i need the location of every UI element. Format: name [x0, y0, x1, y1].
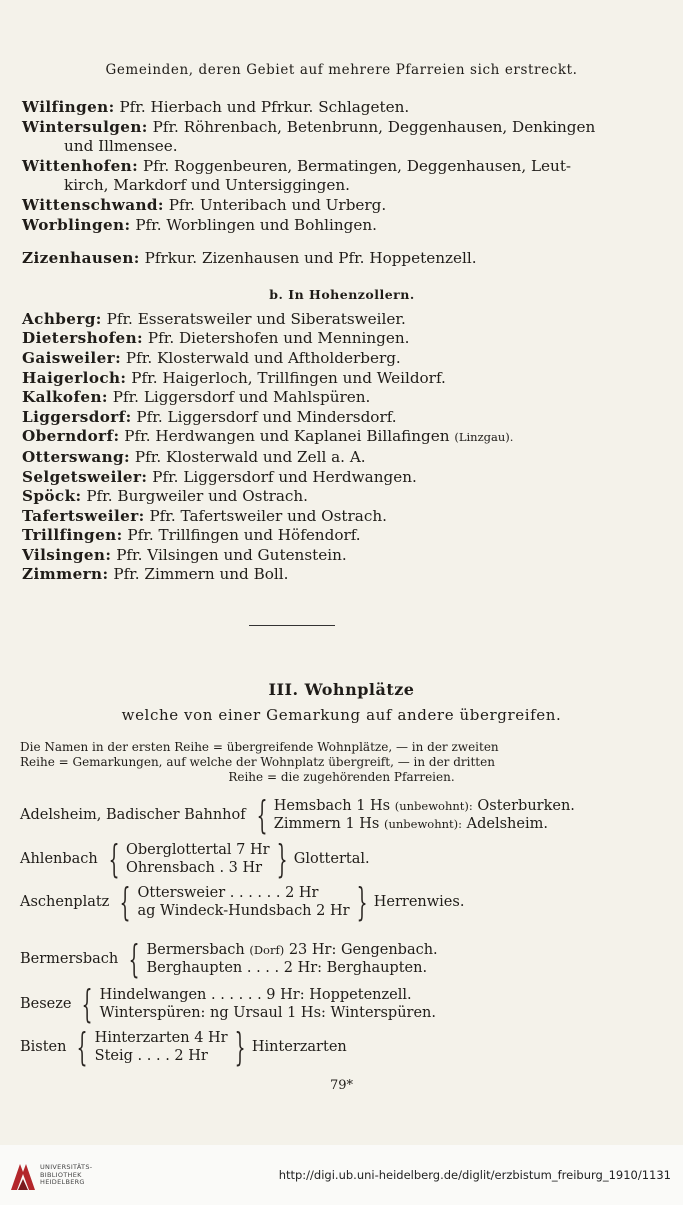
region-note: (Linzgau).	[454, 430, 514, 445]
place-name: Haigerloch:	[22, 368, 127, 387]
place-name: Vilsingen:	[22, 545, 112, 564]
place-name: Dietershofen:	[22, 329, 144, 348]
group-row	[100, 986, 436, 1004]
entry-line	[22, 349, 662, 369]
brace-icon: {	[119, 880, 131, 924]
entries-hohenzollern	[22, 310, 662, 585]
library-name	[40, 1164, 92, 1187]
note-line: Die Namen in der ersten Reihe = übergreifende Wohnplätze, — in der zweiten	[20, 740, 499, 754]
group-adelsheim	[20, 793, 575, 837]
parish-name: Berghaupten.	[326, 960, 428, 976]
place-label: Aschenplatz	[20, 894, 110, 910]
entry-line	[22, 98, 662, 118]
place-name: Achberg:	[22, 309, 102, 328]
place-name: Zizenhausen:	[22, 249, 140, 268]
brace-icon: {	[128, 937, 140, 981]
note-line: Reihe = Gemarkungen, auf welche der Wohnplatz übergreift, — in der dritten	[20, 755, 495, 769]
parish-name: Glottertal.	[293, 851, 370, 867]
entries-list	[22, 98, 662, 585]
library-line: HEIDELBERG	[40, 1178, 85, 1186]
parish-name: Hinterzarten	[251, 1039, 347, 1055]
parish-text: Pfr. Worblingen und Bohlingen.	[135, 215, 377, 234]
entry-line	[22, 329, 662, 349]
parish-text: Pfr. Vilsingen und Gutenstein.	[116, 545, 347, 564]
brace-icon: {	[82, 982, 94, 1026]
entry-line	[22, 310, 662, 330]
entry-line	[22, 216, 662, 236]
place-count: Hindelwangen . . . . . . 9 Hr:	[99, 987, 305, 1003]
place-name: Tafertsweiler:	[22, 506, 145, 525]
parish-text: Pfr. Haigerloch, Trillfingen und Weildorf.	[131, 368, 446, 387]
status-note: (unbewohnt):	[394, 799, 473, 813]
place-name: Worblingen:	[22, 215, 131, 234]
parish-name: Herrenwies.	[373, 894, 465, 910]
entries-baden	[22, 98, 662, 269]
library-logo-icon	[8, 1162, 38, 1192]
page-number: 79*	[329, 1078, 354, 1093]
place-name: Otterswang:	[22, 447, 131, 466]
group-aschenplatz	[20, 880, 465, 924]
place-label: Bisten	[20, 1039, 67, 1055]
house-count: 2 Hr:	[283, 960, 323, 976]
place-label: Beseze	[20, 996, 72, 1012]
group-bisten	[20, 1025, 347, 1069]
section-note	[20, 740, 663, 785]
entry-line	[22, 427, 662, 448]
group-rows	[146, 941, 437, 977]
place-label: Adelsheim, Badischer Bahnhof	[20, 807, 246, 823]
status-note: (unbewohnt):	[383, 817, 463, 831]
group-row: ag Windeck-Hundsbach 2 Hr	[137, 903, 350, 919]
place-name: Wilfingen:	[22, 98, 115, 116]
brace-icon: {	[256, 793, 268, 837]
group-row	[274, 815, 575, 833]
group-rows	[95, 1029, 228, 1065]
group-beseze	[20, 982, 437, 1026]
entry-line	[22, 526, 662, 546]
brace-right-icon: }	[276, 837, 288, 881]
place-count: Zimmern 1 Hs	[273, 816, 380, 832]
entry-line	[22, 118, 662, 138]
place-name: Zimmern:	[22, 565, 109, 584]
subsection-heading: b. In Hohenzollern.	[269, 286, 415, 302]
entry-line	[22, 487, 662, 507]
group-row	[100, 1004, 436, 1022]
entry-line	[22, 369, 662, 389]
brace-right-icon: }	[356, 880, 368, 924]
place-name: Spöck:	[22, 487, 82, 506]
entry-line	[22, 448, 662, 468]
place-name: Wittenhofen:	[22, 156, 139, 175]
brace-right-icon: }	[234, 1025, 246, 1069]
source-url-link[interactable]: http://digi.ub.uni-heidelberg.de/diglit/erzbistum_freiburg_1910/1131	[278, 1168, 671, 1182]
parish-text: Pfr. Dietershofen und Menningen.	[147, 329, 410, 348]
brace-icon: {	[108, 837, 120, 881]
parish-text: Pfr. Zimmern und Boll.	[113, 565, 289, 584]
entry-line	[22, 408, 662, 428]
group-row: Oberglottertal 7 Hr	[125, 842, 270, 858]
entry-line	[22, 249, 662, 269]
parish-text: Pfr. Trillfingen und Höfendorf.	[127, 526, 361, 545]
place-count: Winterspüren: ng Ursaul 1 Hs:	[99, 1005, 326, 1021]
library-line: BIBLIOTHEK	[40, 1170, 82, 1179]
parish-text: Pfr. Tafertsweiler und Ostrach.	[149, 506, 387, 525]
entry-line	[22, 196, 662, 216]
entry-line	[22, 157, 662, 177]
group-row: Steig . . . . 2 Hr	[94, 1048, 208, 1064]
group-row: Hinterzarten 4 Hr	[94, 1030, 228, 1046]
place-name: Berghaupten . . . .	[146, 960, 280, 976]
parish-text: Pfr. Unteribach und Urberg.	[168, 195, 387, 214]
place-name: Wittenschwand:	[22, 195, 164, 214]
parish-text: Pfr. Liggersdorf und Mindersdorf.	[136, 407, 397, 426]
group-rows	[100, 986, 436, 1022]
entry-line	[22, 176, 662, 196]
place-name: Kalkofen:	[22, 388, 108, 407]
place-name: Bermersbach	[146, 942, 245, 958]
place-name: Oberndorf:	[22, 427, 120, 446]
page-header: Gemeinden, deren Gebiet auf mehrere Pfarreien sich erstreckt.	[105, 62, 578, 78]
parish-text: Pfr. Herdwangen und Kaplanei Billafingen	[124, 427, 450, 446]
section-divider	[249, 625, 335, 626]
group-rows	[126, 841, 270, 877]
parish-text: Pfr. Liggersdorf und Mahlspüren.	[112, 388, 371, 407]
group-row: Ohrensbach . 3 Hr	[125, 860, 263, 876]
place-label: Ahlenbach	[20, 851, 98, 867]
place-name: Liggersdorf:	[22, 407, 132, 426]
group-bermersbach	[20, 937, 438, 981]
parish-text: Pfr. Klosterwald und Aftholderberg.	[125, 348, 401, 367]
parish-text: Pfr. Klosterwald und Zell a. A.	[134, 447, 366, 466]
place-name: Selgetsweiler:	[22, 467, 148, 486]
group-rows	[138, 884, 350, 920]
brace-icon: {	[77, 1025, 89, 1069]
house-count: 23 Hr:	[288, 942, 337, 958]
group-ahlenbach	[20, 837, 370, 881]
group-rows	[274, 797, 575, 833]
place-count: Hemsbach 1 Hs	[273, 798, 391, 814]
entry-line	[22, 507, 662, 527]
entry-line	[22, 565, 662, 585]
parish-text: Pfr. Liggersdorf und Herdwangen.	[152, 467, 417, 486]
entry-continuation: und Illmensee.	[64, 137, 178, 156]
parish-name: Winterspüren.	[330, 1005, 437, 1021]
section-title: III. Wohnplätze	[268, 680, 415, 699]
parish-text: Pfrkur. Zizenhausen und Pfr. Hoppetenzell.	[144, 249, 477, 268]
entry-continuation: kirch, Markdorf und Untersiggingen.	[64, 176, 351, 195]
parish-name: Osterburken.	[477, 798, 575, 814]
group-row	[146, 959, 437, 977]
parish-text: Pfr. Röhrenbach, Betenbrunn, Deggenhausen, Denkingen	[152, 117, 596, 136]
footer-bar	[0, 1145, 683, 1205]
parish-text: Pfr. Burgweiler und Ostrach.	[86, 487, 309, 506]
place-name: Wintersulgen:	[22, 117, 148, 136]
place-name: Trillfingen:	[22, 526, 123, 545]
note-line: Reihe = die zugehörenden Pfarreien.	[228, 770, 455, 784]
group-row: Ottersweier . . . . . . 2 Hr	[137, 885, 319, 901]
parish-text: Pfr. Roggenbeuren, Bermatingen, Deggenhausen, Leut-	[142, 156, 572, 175]
group-row	[146, 941, 437, 959]
entry-line	[22, 468, 662, 488]
parish-text: Pfr. Hierbach und Pfrkur. Schlageten.	[119, 98, 410, 116]
parish-name: Adelsheim.	[466, 816, 548, 832]
section-subtitle: welche von einer Gemarkung auf andere übergreifen.	[121, 706, 562, 724]
entry-line	[22, 388, 662, 408]
library-line: UNIVERSITÄTS-	[40, 1163, 93, 1171]
status-note: (Dorf)	[249, 943, 285, 957]
parish-name: Hoppetenzell.	[309, 987, 412, 1003]
entry-line	[22, 137, 662, 157]
entry-line	[22, 546, 662, 566]
parish-text: Pfr. Esseratsweiler und Siberatsweiler.	[106, 309, 406, 328]
parish-name: Gengenbach.	[340, 942, 438, 958]
group-row	[274, 797, 575, 815]
place-label: Bermersbach	[20, 951, 119, 967]
place-name: Gaisweiler:	[22, 348, 122, 367]
